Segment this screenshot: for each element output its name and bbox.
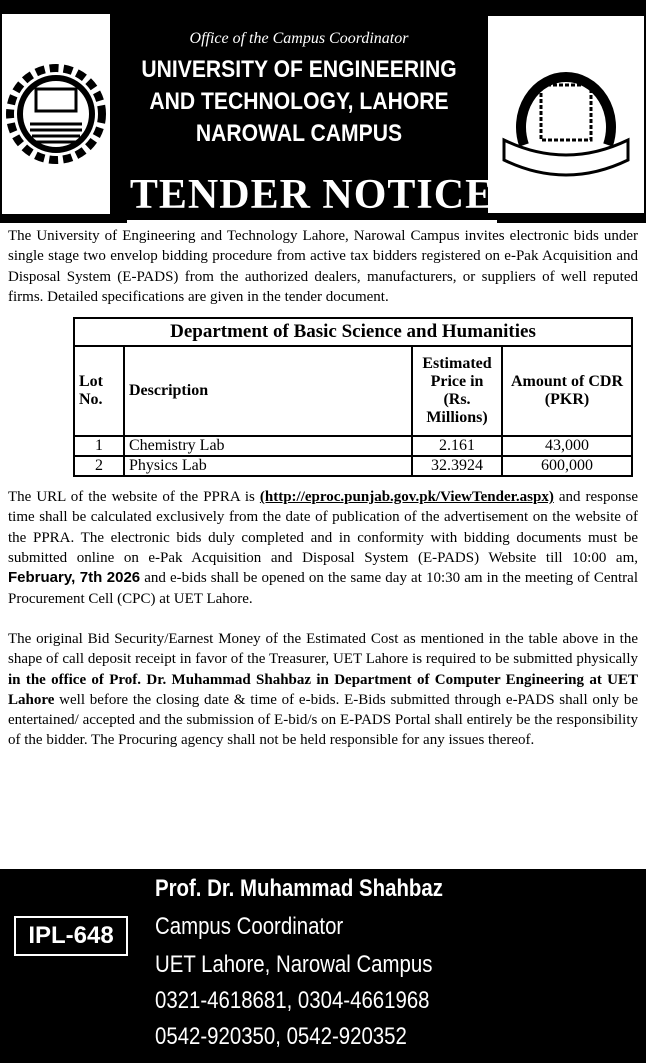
university-name <box>110 54 488 150</box>
table-title: Department of Basic Science and Humanities <box>74 318 632 346</box>
text: The URL of the website of the PPRA is <box>8 489 260 506</box>
table-row <box>74 456 632 476</box>
uet-logo-left <box>2 14 110 214</box>
phone-numbers-mobile: 0321-4618681, 0304-4661968 <box>155 987 430 1014</box>
price: 2.161 <box>412 436 502 456</box>
price: 32.3924 <box>412 456 502 476</box>
header-lot: Lot No. <box>74 346 124 436</box>
office-location: in the office of Prof. Dr. Muhammad Shahbaz in Department of Computer Engineering at UET Lahore <box>8 671 638 708</box>
campus-name: NAROWAL CAMPUS <box>195 120 403 147</box>
table-row <box>74 436 632 456</box>
uet-logo-right <box>488 16 644 213</box>
footer <box>0 869 646 1063</box>
signatory-designation: Campus Coordinator <box>155 913 344 940</box>
closing-date: February, 7th 2026 <box>8 569 141 587</box>
tender-table <box>73 317 633 477</box>
signatory-campus: UET Lahore, Narowal Campus <box>155 951 433 978</box>
lot-no: 1 <box>74 436 124 456</box>
university-line2: AND TECHNOLOGY, LAHORE <box>149 88 449 115</box>
phone-numbers-landline: 0542-920350, 0542-920352 <box>155 1023 407 1050</box>
university-line1: UNIVERSITY OF ENGINEERING <box>141 56 457 83</box>
header-description: Description <box>124 346 412 436</box>
text: well before the closing date & time of e-bids. E-Bids submitted through e-PADS shall only be entertained/ accepted and the submission of E-bid/s on E-PADS Portal shall entirely be the responsibility of the bidder. The Procuring agency shall not be held responsible for any issues thereof. <box>8 691 638 749</box>
notice-title: TENDER NOTICE <box>127 170 497 223</box>
signatory-name: Prof. Dr. Muhammad Shahbaz <box>155 875 443 902</box>
cdr: 43,000 <box>502 436 632 456</box>
text: and response time shall be calculated exclusively from the date of publication of the advertisement on the website of the PPRA. The electronic bids duly completed and in conformity with bidding documents must be submitted online on e-Pak Acquisition and Disposal System (E-PADS) Website till 10:00 am, <box>8 489 638 567</box>
text: and e-bids shall be opened on the same day at 10:30 am in the meeting of Central Procurement Cell (CPC) at UET Lahore. <box>8 570 639 607</box>
description: Chemistry Lab <box>124 436 412 456</box>
text: The original Bid Security/Earnest Money of the Estimated Cost as mentioned in the table above in the shape of call deposit receipt in favor of the Treasurer, UET Lahore is required to be submitted physically <box>8 630 638 668</box>
ppra-url-link[interactable]: (http://eproc.punjab.gov.pk/ViewTender.aspx) <box>259 489 554 506</box>
lot-no: 2 <box>74 456 124 476</box>
office-label: Office of the Campus Coordinator <box>189 30 409 47</box>
bid-security-paragraph <box>8 629 638 751</box>
notice-body <box>0 223 646 869</box>
header-cdr: Amount of CDR (PKR) <box>502 346 632 436</box>
ipl-code: IPL-648 <box>14 916 128 956</box>
cdr: 600,000 <box>502 456 632 476</box>
description: Physics Lab <box>124 456 412 476</box>
header-price: Estimated Price in (Rs. Millions) <box>412 346 502 436</box>
intro-paragraph: The University of Engineering and Technology Lahore, Narowal Campus invites electronic bids under single stage two envelop bidding procedure from active tax bidders registered on e-Pak Acquisition and Disposal System (E-PADS) from the authorized dealers, manufacturers, or suppliers of well reputed firms. Detailed specifications are given in the tender document. <box>8 228 638 305</box>
ppra-paragraph <box>8 487 638 609</box>
